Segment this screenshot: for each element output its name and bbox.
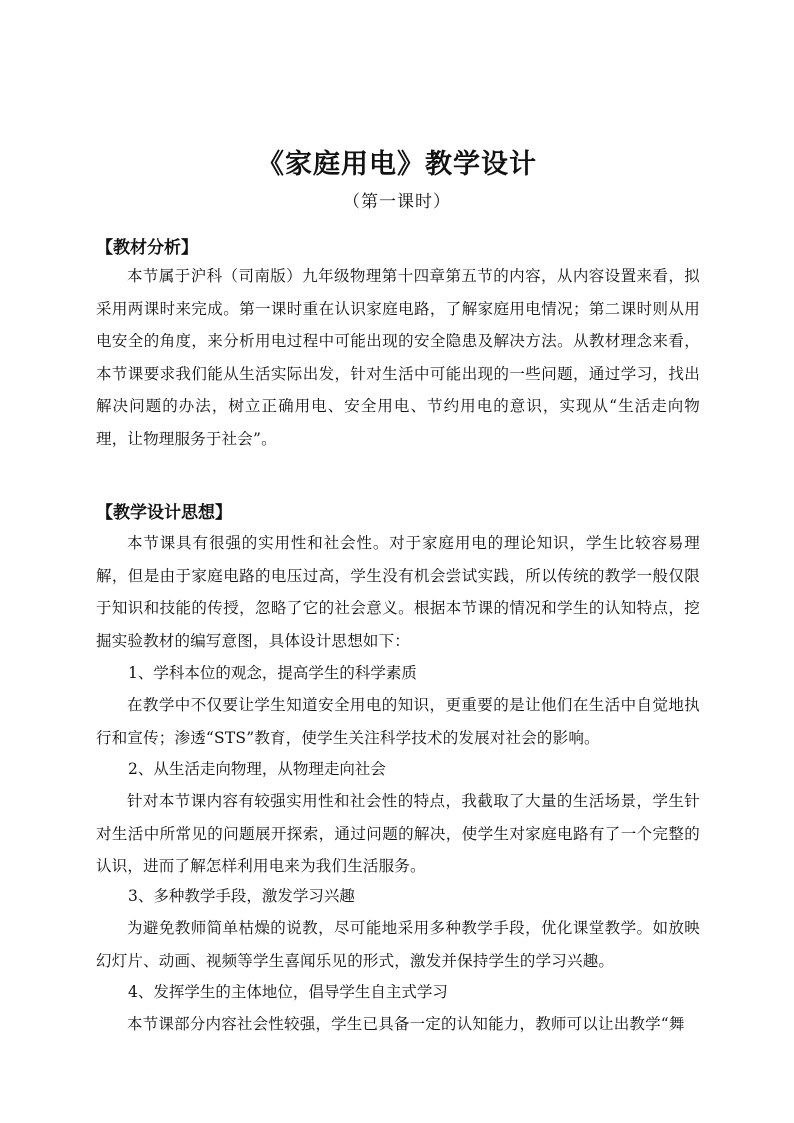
section-heading-textbook-analysis: 【教材分析】 [96,238,198,258]
section-heading-design-thinking: 【教学设计思想】 [96,503,232,523]
textbook-analysis-paragraph: 本节属于沪科（司南版）九年级物理第十四章第五节的内容，从内容设置来看，拟采用两课时来完成。第一课时重在认识家庭电路，了解家庭用电情况；第二课时则从用电安全的角度，来分析用电过程中可能出现的安全隐患及解决方法。从教材理念来看，本节课要求我们能从生活实际出发，针对生活中可能出现的一些问题，通过学习，找出解决问题的办法，树立正确用电、安全用电、节约用电的意识，实现从“生活走向物理，让物理服务于社会”。 [96,267,700,448]
design-item-4-text: 本节课部分内容社会性较强，学生已具备一定的认知能力，教师可以让出教学“舞 [127,1015,685,1033]
design-item-3-label: 3、多种教学手段，激发学习兴趣 [128,887,355,905]
document-title: 《家庭用电》教学设计 [257,149,537,180]
design-item-2-text: 针对本节课内容有较强实用性和社会性的特点，我截取了大量的生活场景，学生针对生活中所常见的问题展开探索，通过问题的解决，使学生对家庭电路有了一个完整的认识，进而了解怎样利用电来为我们生活服务。 [96,792,700,876]
document-subtitle: （第一课时） [343,192,451,212]
design-thinking-intro-paragraph: 本节课具有很强的实用性和社会性。对于家庭用电的理论知识，学生比较容易理解，但是由于家庭电路的电压过高，学生没有机会尝试实践，所以传统的教学一般仅限于知识和技能的传授，忽略了它的社会意义。根据本节课的情况和学生的认知特点，挖掘实验教材的编写意图，具体设计思想如下： [96,534,700,650]
design-item-4-label: 4、发挥学生的主体地位，倡导学生自主式学习 [128,983,448,1001]
design-item-1-label: 1、学科本位的观念，提高学生的科学素质 [128,664,417,682]
design-item-3-text: 为避免教师简单枯燥的说教，尽可能地采用多种教学手段，优化课堂教学。如放映幻灯片、动画、视频等学生喜闻乐见的形式，激发并保持学生的学习兴趣。 [96,919,700,970]
design-item-1-text: 在教学中不仅要让学生知道安全用电的知识，更重要的是让他们在生活中自觉地执行和宣传；渗透“STS”教育，使学生关注科学技术的发展对社会的影响。 [96,696,700,747]
design-item-2-label: 2、从生活走向物理，从物理走向社会 [128,760,386,778]
